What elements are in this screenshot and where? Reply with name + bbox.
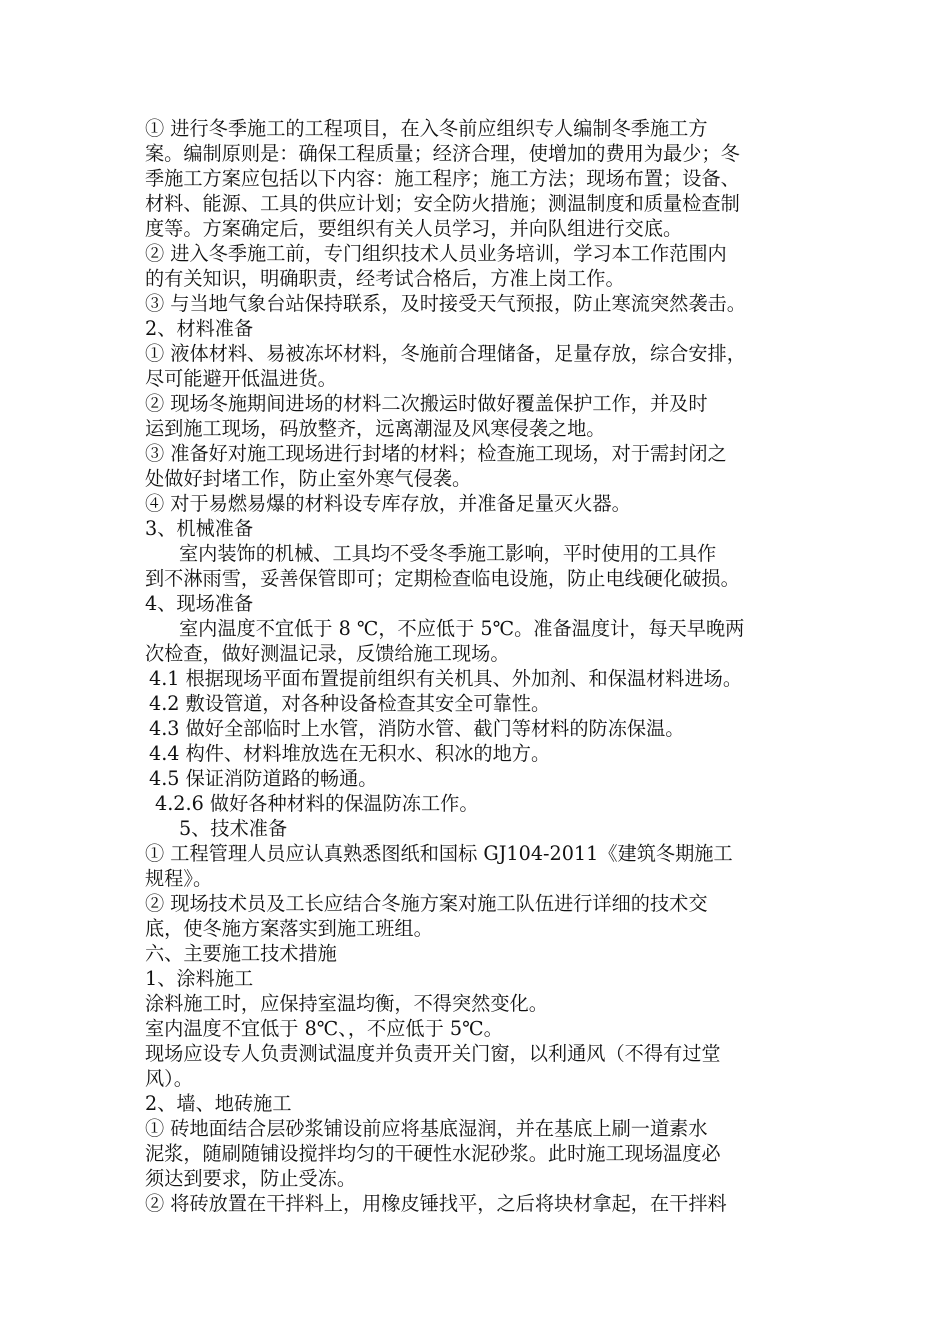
text-line: 涂料施工时，应保持室温均衡，不得突然变化。 xyxy=(145,992,548,1015)
text-line: 底，使冬施方案落实到施工班组。 xyxy=(145,917,433,940)
text-line: ① 进行冬季施工的工程项目，在入冬前应组织专人编制冬季施工方 xyxy=(145,117,708,140)
text-lines xyxy=(145,116,825,1216)
text-line: 尽可能避开低温进货。 xyxy=(145,367,337,390)
text-line: ① 液体材料、易被冻坏材料，冬施前合理储备，足量存放，综合安排， xyxy=(145,342,746,365)
text-line: ③ 准备好对施工现场进行封堵的材料；检查施工现场，对于需封闭之 xyxy=(145,442,727,465)
text-line: ③ 与当地气象台站保持联系，及时接受天气预报，防止寒流突然袭击。 xyxy=(145,292,746,315)
text-line: 到不淋雨雪，妥善保管即可；定期检查临电设施，防止电线硬化破损。 xyxy=(145,567,740,590)
text-line: ② 现场技术员及工长应结合冬施方案对施工队伍进行详细的技术交 xyxy=(145,892,708,915)
text-line: 4.3 做好全部临时上水管，消防水管、截门等材料的防冻保温。 xyxy=(149,717,685,740)
text-line: 风）。 xyxy=(145,1067,193,1090)
text-line: 5、技术准备 xyxy=(179,817,288,840)
document-body xyxy=(145,116,825,1216)
text-line: ② 进入冬季施工前，专门组织技术人员业务培训，学习本工作范围内 xyxy=(145,242,727,265)
text-line: 室内装饰的机械、工具均不受冬季施工影响，平时使用的工具作 xyxy=(179,542,717,565)
text-line: 规程》。 xyxy=(145,867,213,890)
text-line: 须达到要求，防止受冻。 xyxy=(145,1167,357,1190)
text-line: 4.1 根据现场平面布置提前组织有关机具、外加剂、和保温材料进场。 xyxy=(149,667,743,690)
text-line: 室内温度不宜低于 8 ℃，不应低于 5℃。准备温度计，每天早晚两 xyxy=(179,617,745,640)
text-line: 现场应设专人负责测试温度并负责开关门窗，以利通风（不得有过堂 xyxy=(145,1042,721,1065)
text-line: 的有关知识，明确职责，经考试合格后，方准上岗工作。 xyxy=(145,267,625,290)
text-line: 1、涂料施工 xyxy=(145,967,254,990)
text-line: 季施工方案应包括以下内容：施工程序；施工方法；现场布置；设备、 xyxy=(145,167,740,190)
text-line: 4.4 构件、材料堆放选在无积水、积冰的地方。 xyxy=(149,742,551,765)
text-line: 泥浆，随刷随铺设搅拌均匀的干硬性水泥砂浆。此时施工现场温度必 xyxy=(145,1142,721,1165)
text-line: ② 将砖放置在干拌料上，用橡皮锤找平，之后将块材拿起，在干拌料 xyxy=(145,1192,727,1215)
text-line: 4.2.6 做好各种材料的保温防冻工作。 xyxy=(155,792,479,815)
text-line: 度等。方案确定后，要组织有关人员学习，并向队组进行交底。 xyxy=(145,217,683,240)
text-line: ① 砖地面结合层砂浆铺设前应将基底湿润，并在基底上刷一道素水 xyxy=(145,1117,708,1140)
text-line: ② 现场冬施期间进场的材料二次搬运时做好覆盖保护工作，并及时 xyxy=(145,392,708,415)
text-line: 3、机械准备 xyxy=(145,517,254,540)
text-line: 六、主要施工技术措施 xyxy=(145,942,337,965)
text-line: 材料、能源、工具的供应计划；安全防火措施；测温制度和质量检查制 xyxy=(145,192,740,215)
text-line: ④ 对于易燃易爆的材料设专库存放，并准备足量灭火器。 xyxy=(145,492,631,515)
text-line: 2、材料准备 xyxy=(145,317,254,340)
text-line: 4、现场准备 xyxy=(145,592,254,615)
text-line: 次检查，做好测温记录，反馈给施工现场。 xyxy=(145,642,510,665)
text-line: 4.2 敷设管道，对各种设备检查其安全可靠性。 xyxy=(149,692,551,715)
text-line: ① 工程管理人员应认真熟悉图纸和国标 GJ104-2011《建筑冬期施工 xyxy=(145,842,733,865)
text-line: 2、墙、地砖施工 xyxy=(145,1092,292,1115)
text-line: 案。编制原则是：确保工程质量；经济合理，使增加的费用为最少；冬 xyxy=(145,142,740,165)
text-line: 室内温度不宜低于 8℃、，不应低于 5℃。 xyxy=(145,1017,503,1040)
text-line: 运到施工现场，码放整齐，远离潮湿及风寒侵袭之地。 xyxy=(145,417,606,440)
text-line: 处做好封堵工作，防止室外寒气侵袭。 xyxy=(145,467,472,490)
text-line: 4.5 保证消防道路的畅通。 xyxy=(149,767,378,790)
